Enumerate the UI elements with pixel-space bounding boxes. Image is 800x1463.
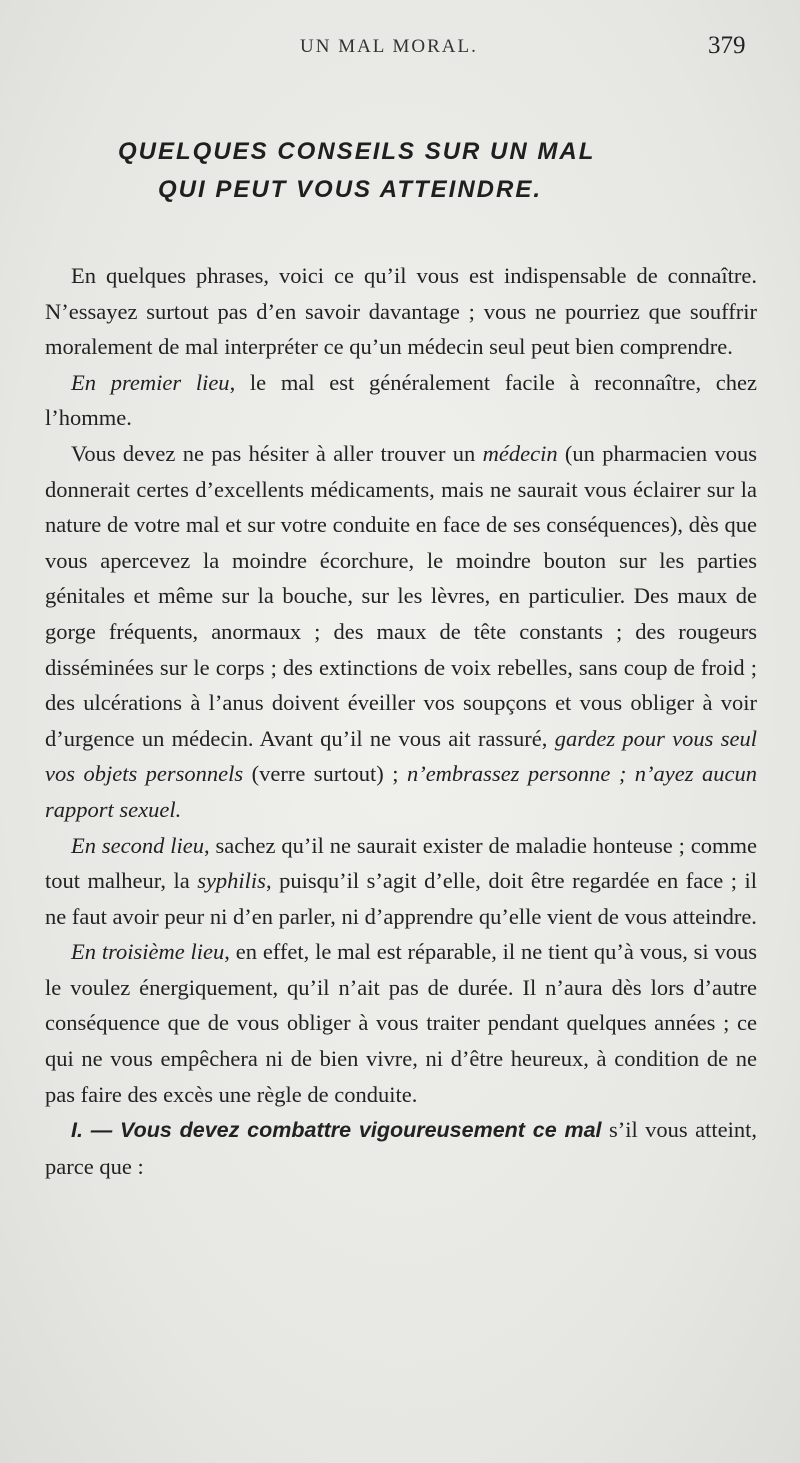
subsection-one-heading: I. — Vous devez combattre vigoureusement ce mal <box>71 1118 602 1143</box>
section-heading-line-2: QUI PEUT VOUS ATTEINDRE. <box>158 176 543 203</box>
subsection-one-text: s’il vous atteint, parce que : <box>45 1117 757 1179</box>
running-head <box>0 32 800 66</box>
paragraph-second-point <box>45 828 757 935</box>
paragraph-symptoms-text-c: (verre surtout) ; <box>243 761 407 787</box>
paragraph-third-point-text: , en effet, le mal est réparable, il ne tient qu’à vous, si vous le voulez énergiquement, qu’il n’ait pas de durée. Il n’aura dès lors d’autre conséquence que de vous obliger à vous traiter pendant quelques années ; ce qui ne vous empêchera ni de bien vivre, ni d’être heureux, à condition de ne pas faire des excès une règle de conduite. <box>45 939 757 1107</box>
paragraph-symptoms <box>45 436 757 828</box>
paragraph-second-point-text-a: , sachez qu’il ne saurait exister de maladie honteuse ; comme tout malheur, la <box>45 832 757 894</box>
paragraph-symptoms-text-a: Vous devez ne pas hésiter à aller trouver un <box>71 440 483 466</box>
paragraph-second-point-text-b: , puisqu’il s’agit d’elle, doit être regardée en face ; il ne faut avoir peur ni d’en parler, ni d’apprendre qu’elle vient de vous atteindre. <box>45 868 757 929</box>
emphasis-personal-objects: gardez pour vous seul vos objets personnels <box>45 725 757 787</box>
page-number: 379 <box>708 32 746 59</box>
body-text <box>45 258 757 1184</box>
running-title: UN MAL MORAL. <box>300 36 478 57</box>
emphasis-no-contact: n’embrassez personne ; n’ayez aucun rapport sexuel. <box>45 761 757 822</box>
emphasis-third-point: En troisième lieu <box>71 939 225 965</box>
paragraph-symptoms-text-b: (un pharmacien vous donnerait certes d’excellents médicaments, mais ne saurait vous éclairer sur la nature de votre mal et sur votre conduite en face de ses conséquences), dès que vous apercevez la moindre écorchure, le moindre bouton sur les parties génitales et même sur la bouche, sur les lèvres, en particulier. Des maux de gorge fréquents, anormaux ; des maux de tête constants ; des rougeurs disséminées sur le corps ; des extinctions de voix rebelles, sans coup de froid ; des ulcérations à l’anus doivent éveiller vos soupçons et vous obliger à voir d’urgence un médecin. Avant qu’il ne vous ait rassuré, <box>45 440 757 751</box>
section-heading-line-1: QUELQUES CONSEILS SUR UN MAL <box>118 138 596 165</box>
paragraph-third-point <box>45 934 757 1112</box>
paragraph-first-point <box>45 365 757 436</box>
paragraph-intro: En quelques phrases, voici ce qu’il vous est indispensable de connaître. N’essayez surtout pas d’en savoir davantage ; vous ne pourriez que souffrir moralement de mal interpréter ce qu’un médecin seul peut bien comprendre. <box>45 263 757 360</box>
paragraph-subsection-one <box>45 1112 757 1184</box>
emphasis-medecin: médecin <box>482 440 558 466</box>
emphasis-syphilis: syphilis <box>197 868 266 894</box>
paragraph-first-point-text: , le mal est généralement facile à reconnaître, chez l’homme. <box>45 369 757 431</box>
emphasis-second-point: En second lieu <box>71 832 204 858</box>
emphasis-first-point: En premier lieu <box>71 369 230 395</box>
